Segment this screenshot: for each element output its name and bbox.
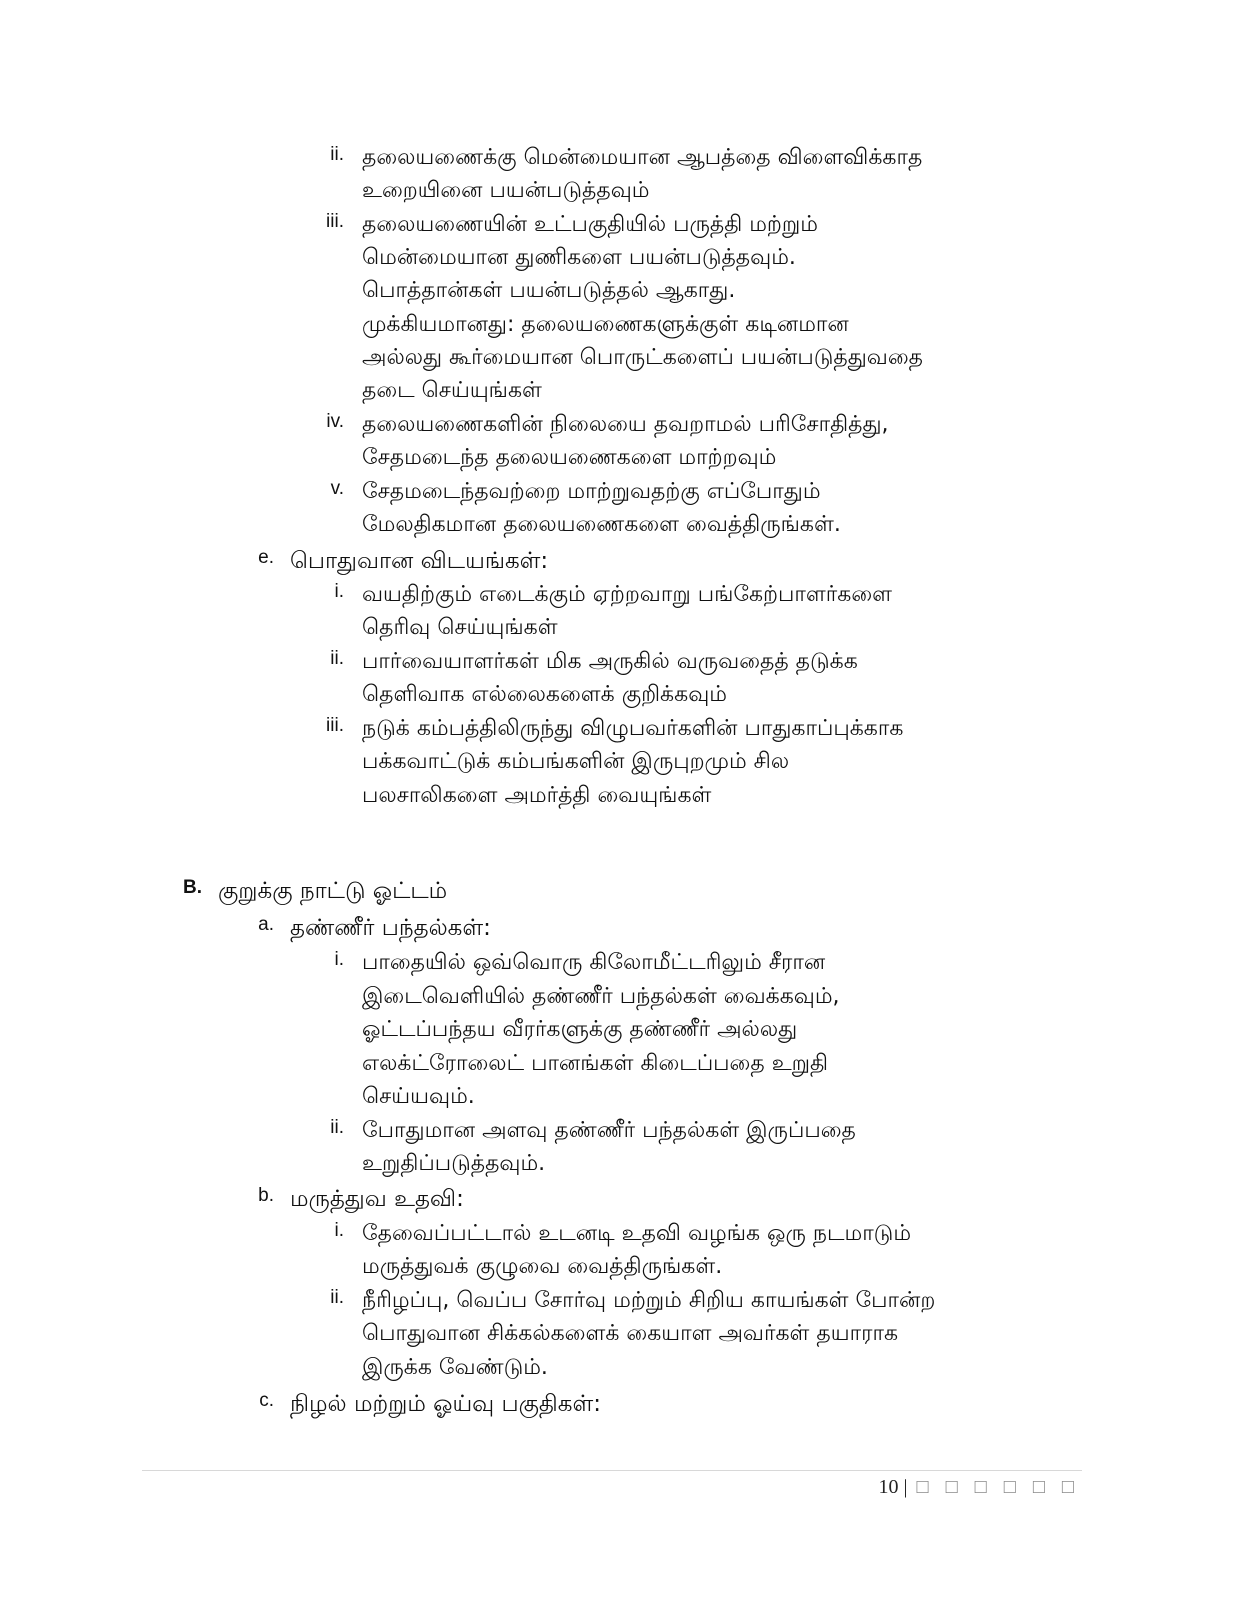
list-item-continuation [0, 374, 1236, 408]
list-text: தலையணைக்கு மென்மையான ஆபத்தை விளைவிக்காத [362, 145, 923, 170]
list-text: மென்மையான துணிகளை பயன்படுத்தவும். [362, 245, 796, 270]
list-text: உறையினை பயன்படுத்தவும் [362, 178, 650, 203]
list-item [0, 1217, 1236, 1251]
page-footer [700, 1476, 1080, 1499]
list-marker: i. [334, 581, 344, 602]
list-item-continuation [0, 779, 1236, 813]
list-text: தடை செய்யுங்கள் [362, 378, 542, 403]
list-item-continuation [0, 1250, 1236, 1284]
list-text: சேதமடைந்த தலையணைகளை மாற்றவும் [362, 445, 777, 470]
list-item [0, 712, 1236, 746]
list-text: ஓட்டப்பந்தய வீரர்களுக்கு தண்ணீர் அல்லது [362, 1017, 798, 1042]
list-marker: c. [259, 1390, 274, 1411]
list-text: தேவைப்பட்டால் உடனடி உதவி வழங்க ஒரு நடமாடும் [362, 1221, 912, 1246]
list-marker: e. [258, 547, 274, 568]
list-item-continuation [0, 174, 1236, 208]
list-item-continuation [0, 980, 1236, 1014]
list-marker: iii. [326, 715, 344, 736]
section-heading [0, 544, 1236, 578]
list-marker: ii. [330, 648, 344, 669]
list-marker: v. [330, 478, 344, 499]
list-marker: iv. [326, 411, 344, 432]
list-text: வயதிற்கும் எடைக்கும் ஏற்றவாறு பங்கேற்பாளர்களை [362, 582, 892, 607]
list-item-continuation [0, 611, 1236, 645]
list-item [0, 578, 1236, 612]
list-text: சேதமடைந்தவற்றை மாற்றுவதற்கு எப்போதும் [362, 479, 821, 504]
list-item-continuation [0, 1047, 1236, 1081]
list-marker: ii. [330, 1117, 344, 1138]
list-item-continuation [0, 308, 1236, 342]
list-text: மருத்துவக் குழுவை வைத்திருங்கள். [362, 1254, 723, 1279]
list-text: எலக்ட்ரோலைட் பானங்கள் கிடைப்பதை உறுதி [362, 1051, 829, 1076]
page-number: 10 [878, 1476, 899, 1498]
list-item [0, 946, 1236, 980]
list-item-continuation [0, 341, 1236, 375]
list-item-continuation [0, 274, 1236, 308]
list-marker: b. [258, 1185, 274, 1206]
list-item [0, 208, 1236, 242]
list-text: பார்வையாளர்கள் மிக அருகில் வருவதைத் தடுக்க [362, 649, 858, 674]
list-text: மேலதிகமான தலையணைகளை வைத்திருங்கள். [362, 512, 841, 537]
list-text: இருக்க வேண்டும். [362, 1355, 548, 1380]
list-item [0, 408, 1236, 442]
list-marker: ii. [330, 144, 344, 165]
list-marker: iii. [326, 211, 344, 232]
list-text: இடைவெளியில் தண்ணீர் பந்தல்கள் வைக்கவும், [362, 984, 840, 1009]
list-text: பலசாலிகளை அமர்த்தி வையுங்கள் [362, 783, 712, 808]
list-text: பொதுவான சிக்கல்களைக் கையாள அவர்கள் தயாராக [362, 1321, 899, 1346]
list-text: நடுக் கம்பத்திலிருந்து விழுபவர்களின் பாதுகாப்புக்காக [362, 716, 904, 741]
list-item-continuation [0, 441, 1236, 475]
list-item [0, 645, 1236, 679]
list-text: பாதையில் ஒவ்வொரு கிலோமீட்டரிலும் சீரான [362, 950, 826, 975]
list-text: நீரிழப்பு, வெப்ப சோர்வு மற்றும் சிறிய காயங்கள் போன்ற [362, 1288, 936, 1313]
list-item-continuation [0, 1080, 1236, 1114]
subsection-heading [0, 1387, 1236, 1421]
subsection-heading-text: மருத்துவ உதவி: [290, 1186, 464, 1212]
list-text: தெளிவாக எல்லைகளைக் குறிக்கவும் [362, 682, 727, 707]
list-marker: i. [334, 949, 344, 970]
list-marker: B. [183, 877, 202, 898]
list-text: போதுமான அளவு தண்ணீர் பந்தல்கள் இருப்பதை [362, 1118, 856, 1143]
footer-placeholder-glyphs: □ □ □ □ □ □ [916, 1476, 1080, 1498]
list-text: பக்கவாட்டுக் கம்பங்களின் இருபுறமும் சில [362, 749, 790, 774]
section-heading-text: பொதுவான விடயங்கள்: [290, 548, 549, 574]
list-item-continuation [0, 745, 1236, 779]
list-item [0, 475, 1236, 509]
section-heading [0, 874, 1236, 908]
list-item-continuation [0, 1317, 1236, 1351]
subsection-heading-text: நிழல் மற்றும் ஓய்வு பகுதிகள்: [290, 1391, 601, 1417]
section-heading-text: குறுக்கு நாட்டு ஓட்டம் [218, 878, 448, 904]
footer-separator: | [903, 1476, 908, 1498]
list-text: தலையணையின் உட்பகுதியில் பருத்தி மற்றும் [362, 212, 818, 237]
list-marker: i. [334, 1220, 344, 1241]
list-item [0, 141, 1236, 175]
list-item-continuation [0, 1147, 1236, 1181]
list-text: செய்யவும். [362, 1084, 475, 1109]
footer-divider [142, 1470, 1082, 1471]
list-text: அல்லது கூர்மையான பொருட்களைப் பயன்படுத்துவதை [362, 345, 923, 370]
subsection-heading [0, 1182, 1236, 1216]
subsection-heading [0, 911, 1236, 945]
list-text: பொத்தான்கள் பயன்படுத்தல் ஆகாது. [362, 278, 736, 303]
list-item-continuation [0, 1013, 1236, 1047]
list-item-continuation [0, 678, 1236, 712]
list-text: முக்கியமானது: தலையணைகளுக்குள் கடினமான [362, 312, 849, 337]
list-item-continuation [0, 241, 1236, 275]
list-text: தலையணைகளின் நிலையை தவறாமல் பரிசோதித்து, [362, 412, 889, 437]
list-item-continuation [0, 508, 1236, 542]
list-item-continuation [0, 1351, 1236, 1385]
list-marker: a. [258, 914, 274, 935]
subsection-heading-text: தண்ணீர் பந்தல்கள்: [290, 915, 491, 941]
list-marker: ii. [330, 1287, 344, 1308]
list-text: உறுதிப்படுத்தவும். [362, 1151, 546, 1176]
list-text: தெரிவு செய்யுங்கள் [362, 615, 558, 640]
list-item [0, 1284, 1236, 1318]
list-item [0, 1114, 1236, 1148]
